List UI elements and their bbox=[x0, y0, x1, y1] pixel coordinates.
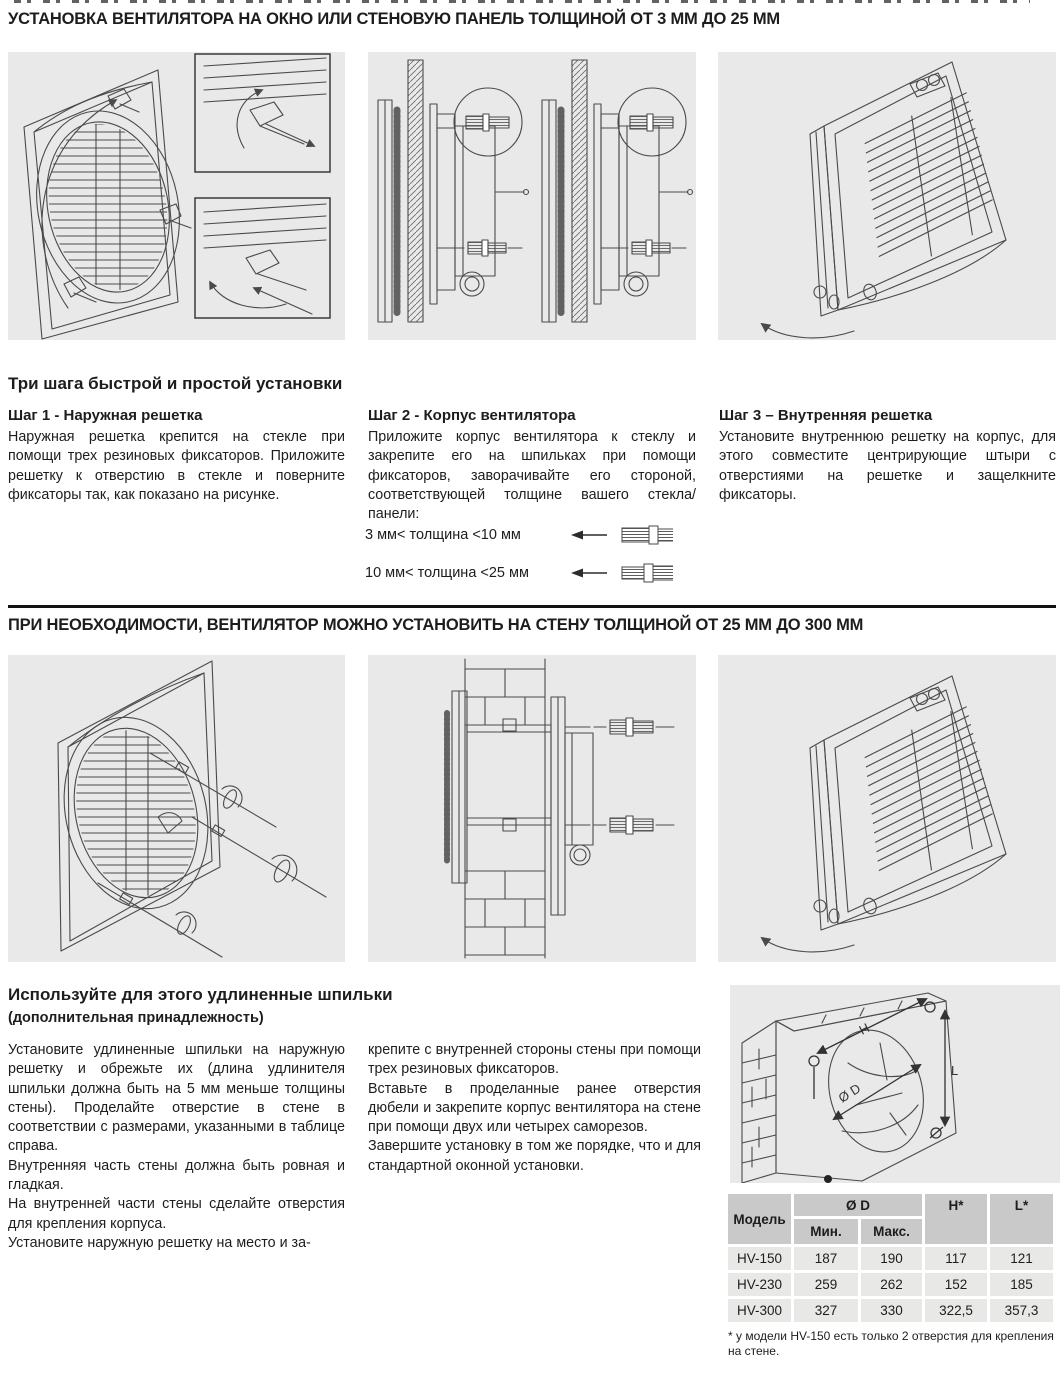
fixator-plug-icon bbox=[621, 524, 673, 546]
window-cross-section-illustration bbox=[368, 52, 696, 340]
col2-paragraph: Завершите установку в том же порядке, что и для стандартной оконной установки. bbox=[368, 1138, 701, 1174]
wall-hole-dimensions-drawing bbox=[730, 985, 1060, 1183]
step-1-title: Шаг 1 - Наружная решетка bbox=[8, 407, 203, 424]
step-1-body: Наружная решетка крепится на стекле при помощи трех резиновых фиксаторов. Приложите решетку к отверстию в стекле и поверните фиксаторы так, как показано на рисунке. bbox=[8, 429, 345, 503]
studs-subtitle-note: (дополнительная принадлежность) bbox=[8, 1010, 264, 1026]
wall-instructions-col1 bbox=[8, 1041, 345, 1253]
wall-instructions-col2 bbox=[368, 1041, 701, 1176]
window-cross-section-drawing bbox=[368, 52, 696, 340]
thickness-option-2-label: 10 мм< толщина <25 мм bbox=[365, 565, 529, 581]
table-footnote: * у модели HV-150 есть только 2 отверстия для крепления на стене. bbox=[728, 1329, 1054, 1358]
arrow-left-icon bbox=[571, 566, 607, 580]
col1-paragraph: Установите наружную решетку на место и за- bbox=[8, 1234, 311, 1251]
fixator-plug-icon bbox=[621, 562, 673, 584]
table-row bbox=[728, 1273, 1053, 1296]
cropped-text-artifact bbox=[14, 0, 1030, 3]
dimensions-table bbox=[725, 1191, 1056, 1325]
three-steps-subtitle: Три шага быстрой и простой установки bbox=[8, 374, 343, 393]
section-divider bbox=[8, 605, 1056, 608]
cell-l: 357,3 bbox=[990, 1299, 1053, 1322]
outer-grille-drawing bbox=[8, 52, 345, 340]
dimension-label-d: Ø D bbox=[835, 1080, 864, 1106]
wall-cross-section-drawing bbox=[368, 655, 696, 962]
table-header-max: Макс. bbox=[861, 1219, 922, 1244]
grille-studs-drawing bbox=[8, 655, 345, 962]
fan-wall-perspective-drawing bbox=[718, 655, 1056, 962]
cell-max: 190 bbox=[861, 1247, 922, 1270]
dimension-label-l: L bbox=[951, 1063, 959, 1078]
table-header-diameter: Ø D bbox=[794, 1194, 922, 1216]
cell-min: 327 bbox=[794, 1299, 858, 1322]
fan-wall-perspective-illustration bbox=[718, 655, 1056, 962]
cell-l: 121 bbox=[990, 1247, 1053, 1270]
table-header-l: L* bbox=[990, 1194, 1053, 1244]
studs-subtitle: Используйте для этого удлиненные шпильки bbox=[8, 985, 393, 1004]
cell-max: 262 bbox=[861, 1273, 922, 1296]
cell-model: HV-230 bbox=[728, 1273, 791, 1296]
fan-perspective-drawing bbox=[718, 52, 1056, 340]
arrow-left-icon bbox=[571, 528, 607, 542]
step-3-body: Установите внутреннюю решетку на корпус, для этого совместите центрирующие штыри с отверстиями на решетке и защелкните фиксаторы. bbox=[719, 429, 1056, 503]
table-header-min: Мин. bbox=[794, 1219, 858, 1244]
step-2-title: Шаг 2 - Корпус вентилятора bbox=[368, 407, 576, 424]
col1-paragraph: Внутренняя часть стены должна быть ровная и гладкая. bbox=[8, 1157, 345, 1194]
cell-h: 322,5 bbox=[925, 1299, 987, 1322]
outer-grille-illustration bbox=[8, 52, 345, 340]
cell-min: 259 bbox=[794, 1273, 858, 1296]
table-header-h: H* bbox=[925, 1194, 987, 1244]
table-header-model: Модель bbox=[728, 1194, 791, 1244]
cell-h: 152 bbox=[925, 1273, 987, 1296]
col1-paragraph: На внутренней части стены сделайте отверстия для крепления корпуса. bbox=[8, 1196, 345, 1232]
step-1 bbox=[8, 407, 345, 505]
cell-l: 185 bbox=[990, 1273, 1053, 1296]
cell-max: 330 bbox=[861, 1299, 922, 1322]
thickness-option-1-label: 3 мм< толщина <10 мм bbox=[365, 527, 521, 543]
col1-paragraph: Установите удлиненные шпильки на наружную решетку и обрежьте их (длина удлинителя шпильки должна быть на 5 мм меньше толщины стены). Проделайте отверстие в стене в соответствии с размерами, указанными в таблице справа. bbox=[8, 1042, 345, 1155]
step-3 bbox=[719, 407, 1056, 505]
step-2-body: Приложите корпус вентилятора к стеклу и закрепите его на шпильках при помощи фиксаторов, заворачивайте его стороной, соответствующей толщине вашего стекла/панели: bbox=[368, 429, 696, 523]
step-2 bbox=[368, 407, 696, 524]
cell-h: 117 bbox=[925, 1247, 987, 1270]
thickness-option-1 bbox=[365, 524, 673, 546]
col2-paragraph: Вставьте в проделанные ранее отверстия дюбели и закрепите корпус вентилятора на стене при помощи двух или четырех саморезов. bbox=[368, 1080, 701, 1136]
grille-studs-illustration bbox=[8, 655, 345, 962]
wall-hole-dimensions-illustration bbox=[730, 985, 1060, 1183]
thickness-option-2 bbox=[365, 562, 673, 584]
step-3-title: Шаг 3 – Внутренняя решетка bbox=[719, 407, 933, 424]
table-row bbox=[728, 1247, 1053, 1270]
col2-paragraph: крепите с внутренней стороны стены при помощи трех резиновых фиксаторов. bbox=[368, 1042, 701, 1078]
window-section-title: УСТАНОВКА ВЕНТИЛЯТОРА НА ОКНО ИЛИ СТЕНОВУЮ ПАНЕЛЬ ТОЛЩИНОЙ ОТ 3 ММ ДО 25 ММ bbox=[8, 10, 780, 28]
cell-model: HV-150 bbox=[728, 1247, 791, 1270]
dimension-label-h: H bbox=[856, 1020, 872, 1038]
table-row bbox=[728, 1299, 1053, 1322]
cell-min: 187 bbox=[794, 1247, 858, 1270]
cell-model: HV-300 bbox=[728, 1299, 791, 1322]
wall-section-title: ПРИ НЕОБХОДИМОСТИ, ВЕНТИЛЯТОР МОЖНО УСТАНОВИТЬ НА СТЕНУ ТОЛЩИНОЙ ОТ 25 ММ ДО 300 ММ bbox=[8, 616, 864, 634]
fan-perspective-illustration bbox=[718, 52, 1056, 340]
wall-cross-section-illustration bbox=[368, 655, 696, 962]
